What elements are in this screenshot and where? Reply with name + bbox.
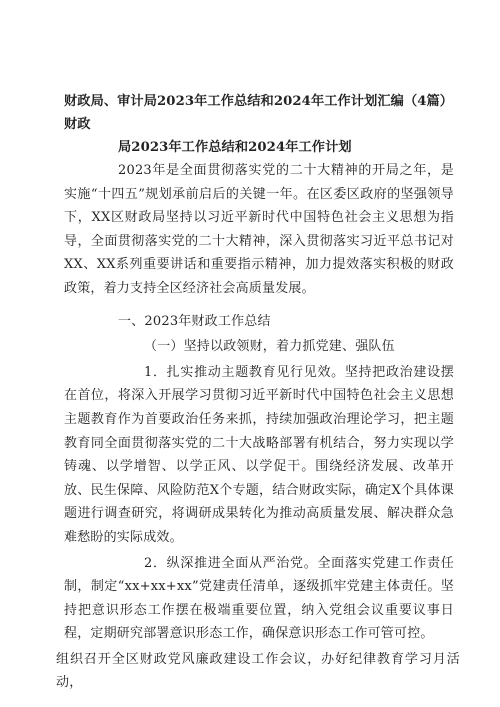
paragraph-1: 1．扎实推动主题教育见行见效。坚持把政治建设摆在首位，将深入开展学习贯彻习近平新时代中国特色社会主义思想主题教育作为首要政治任务来抓，持续加强政治理论学习，把主题教育同全面贯彻落实党的二十大战略部署有机结合，努力实现以学铸魂、以学增智、以学正风、以学促干。围绕经济发展、改革开放、民生保障、风险防范X个专题，结合财政实际，确定X个具体课题进行调查研究，将调研成果转化为推动高质量发展、解决群众急难愁盼的实际成效。 bbox=[64, 364, 454, 545]
subsection-heading-1: （一）坚持以政领财，着力抓党建、强队伍 bbox=[144, 339, 395, 355]
paragraph-2: 2．纵深推进全面从严治党。全面落实党建工作责任制，制定“xx+xx+xx”党建责任清单，逐级抓牢党建主体责任。坚持把意识形态工作摆在极端重要位置，纳入党组会议重要议事日程，定期研究部署意识形态工作，确保意识形态工作可管可控。 bbox=[64, 555, 454, 642]
section-heading-1: 一、2023年财政工作总结 bbox=[118, 313, 271, 329]
document-title bbox=[64, 90, 454, 159]
title-line-2: 局2023年工作总结和2024年工作计划 bbox=[118, 140, 352, 155]
title-line-1: 财政局、审计局2023年工作总结和2024年工作计划汇编（4篇）财政 bbox=[64, 94, 454, 132]
intro-paragraph: 2023年是全面贯彻落实党的二十大精神的开局之年，是实施“十四五”规划承前启后的关键一年。在区委区政府的坚强领导下，XX区财政局坚持以习近平新时代中国特色社会主义思想为指导，全面贯彻落实党的二十大精神，深入贯彻落实习近平总书记对XX、XX系列重要讲话和重要指示精神，加力提效落实积极的财政政策，着力支持全区经济社会高质量发展。 bbox=[64, 163, 454, 296]
paragraph-3: 组织召开全区财政党风廉政建设工作会议，办好纪律教育学习月活动， bbox=[56, 651, 460, 691]
